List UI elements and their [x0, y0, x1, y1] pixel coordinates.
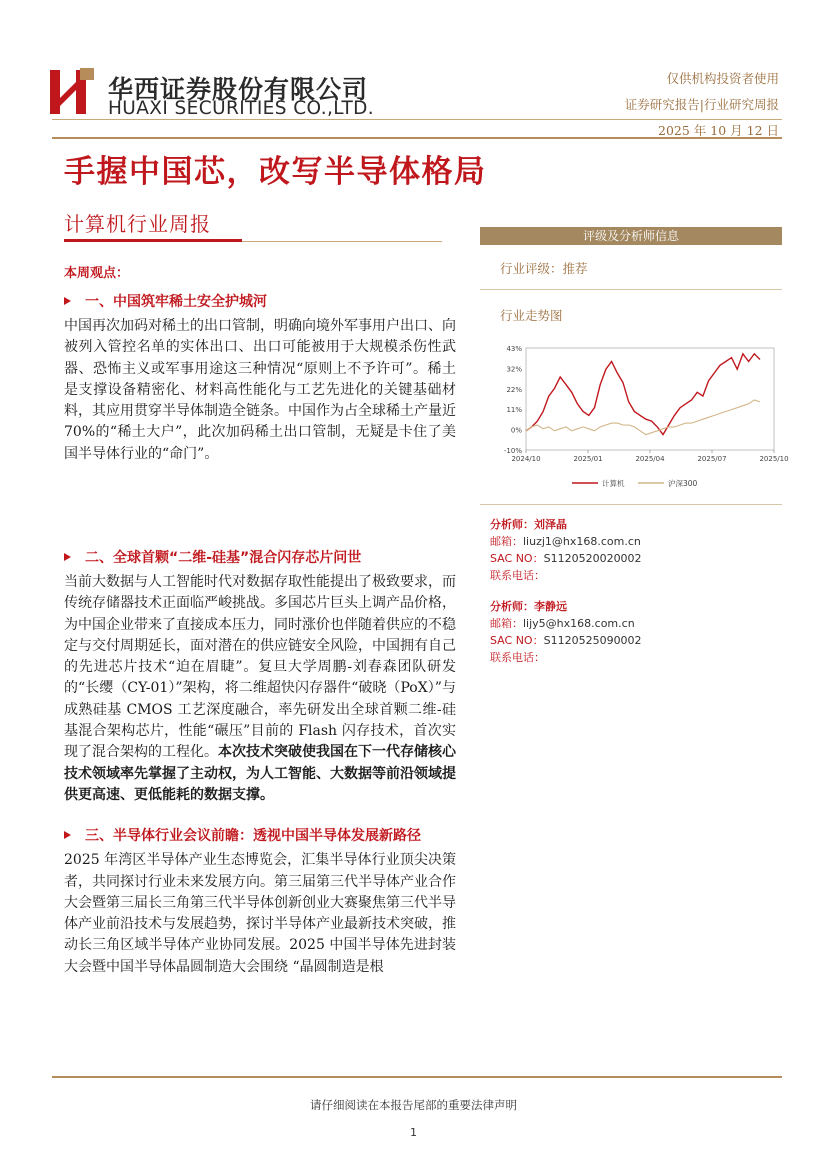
chart-plot-frame — [526, 348, 774, 450]
industry-rating: 行业评级：推荐 — [500, 261, 588, 276]
x-tick-label: 2025/10 — [759, 455, 789, 463]
analyst-email-row — [490, 533, 642, 550]
email-label: 邮箱： — [490, 535, 523, 548]
x-tick-label: 2025/07 — [697, 455, 727, 463]
analyst-email-row — [490, 615, 642, 632]
company-name-en: HUAXI SECURITIES CO.,LTD. — [108, 98, 375, 119]
y-tick-label: 43% — [506, 345, 522, 353]
sidebar-separator — [480, 504, 782, 505]
y-tick-label: 11% — [506, 406, 522, 415]
bullet-triangle-icon — [64, 553, 71, 561]
trend-chart-title: 行业走势图 — [500, 308, 563, 323]
x-tick-label: 2025/01 — [573, 455, 603, 463]
legal-disclaimer-note: 请仔细阅读在本报告尾部的重要法律声明 — [310, 1098, 517, 1112]
analyst-sac: S1120520020002 — [543, 552, 642, 565]
sac-label: SAC NO： — [490, 634, 544, 647]
section-body-text: 当前大数据与人工智能时代对数据存取性能提出了极致要求，而传统存储器技术正面临严峻挑战。多国芯片巨头上调产品价格，为中国企业带来了直接成本压力，同时涨价也伴随着供应的不稳定与交付周期延长，面对潜在的供应链安全风险，中国拥有自己的先进芯片技术“迫在眉睫”。复旦大学周鹏-刘春森团队研发的“长缨（CY-01）”架构，将二维超快闪存器件“破晓（PoX）”与成熟硅基 CMOS 工艺深度融合，率先研发出全球首颗二维-硅基混合架构芯片，性能“碾压”目前的 Flash 闪存技术，首次实现了混合架构的工程化。 — [64, 574, 456, 761]
y-tick-label: 0% — [510, 426, 522, 435]
section-body: 2025 年湾区半导体产业生态博览会，汇集半导体行业顶尖决策者，共同探讨行业未来发展方向。第三届第三代半导体产业合作大会暨第三届长三角第三代半导体创新创业大赛聚焦第三代半导体产业前沿技术与发展趋势，探讨半导体产业最新技术突破，推动长三角区域半导体产业协同发展。2025 中国半导体先进封装大会暨中国半导体晶圆制造大会围绕 “晶圆制造是根 — [64, 852, 456, 975]
company-name-cn: 华西证券股份有限公司 — [108, 75, 369, 104]
section-conferences — [64, 826, 456, 978]
header-rule-top — [52, 119, 782, 120]
section-body: 中国再次加码对稀土的出口管制，明确向境外军事用户出口、向被列入管控名单的实体出口、出口可能被用于大规模杀伤性武器、恐怖主义或军事用途这三种情况“原则上不予许可”。稀土是支撑设备精密化、材料高性能化与工艺先进化的关键基础材料，其应用贯穿半导体制造全链条。中国作为占全球稀土产量近 70%的“稀土大户”，此次加码稀土出口管制，无疑是卡住了美国半导体行业的“命门”。 — [64, 318, 456, 462]
email-label: 邮箱： — [490, 617, 523, 630]
y-tick-label: 22% — [506, 385, 522, 394]
analyst-card — [490, 598, 642, 666]
audience-note: 仅供机构投资者使用 — [666, 71, 779, 86]
report-subtitle: 计算机行业周报 — [64, 212, 211, 236]
header-rule-bottom — [52, 137, 782, 139]
legend-label: 计算机 — [602, 479, 625, 488]
report-type: 证券研究报告|行业研究周报 — [624, 97, 779, 112]
section-heading — [64, 548, 456, 568]
analyst-card — [490, 516, 642, 584]
analyst-sac: S1120525090002 — [543, 634, 642, 647]
key-points-title: 本周观点： — [64, 266, 130, 281]
analyst-name: 分析师：李静远 — [490, 600, 567, 613]
sidebar-band-title: 评级及分析师信息 — [480, 227, 782, 245]
sac-label: SAC NO： — [490, 552, 544, 565]
header-meta — [625, 66, 779, 144]
section-heading-text: 三、半导体行业会议前瞻：透视中国半导体发展新路径 — [85, 828, 421, 845]
section-heading — [64, 292, 456, 312]
analyst-email: lijy5@hx168.com.cn — [523, 617, 635, 630]
sidebar-separator — [480, 289, 782, 290]
series-line-computer — [526, 354, 760, 435]
analyst-email: liuzj1@hx168.com.cn — [523, 535, 641, 548]
legend-label: 沪深300 — [668, 479, 698, 488]
phone-label: 联系电话： — [490, 569, 545, 582]
analyst-name: 分析师：刘泽晶 — [490, 518, 567, 531]
section-heading-text: 一、中国筑牢稀土安全护城河 — [85, 294, 267, 310]
report-date: 2025 年 10 月 12 日 — [658, 123, 779, 138]
huaxi-logo-icon — [50, 68, 94, 116]
section-body — [64, 572, 456, 806]
phone-label: 联系电话： — [490, 651, 545, 664]
page-number: 1 — [410, 1126, 417, 1139]
y-tick-label: 32% — [506, 365, 522, 374]
x-tick-label: 2024/10 — [511, 455, 541, 463]
analyst-sac-row — [490, 550, 642, 567]
y-tick-label: -10% — [503, 447, 522, 455]
section-rare-earth — [64, 292, 456, 512]
section-body-bold: 本次技术突破使我国在下一代存储核心技术领域率先掌握了主动权，为人工智能、大数据等前沿领域提供更高速、更低能耗的数据支撑。 — [64, 744, 456, 803]
section-heading — [64, 826, 456, 846]
report-title: 手握中国芯，改写半导体格局 — [64, 154, 487, 190]
x-tick-label: 2025/04 — [635, 455, 665, 463]
bullet-triangle-icon — [64, 831, 71, 839]
subtitle-rule — [242, 241, 442, 242]
analyst-sac-row — [490, 632, 642, 649]
section-heading-text: 二、全球首颗“二维-硅基”混合闪存芯片问世 — [85, 550, 362, 566]
subtitle-underline — [64, 239, 242, 242]
industry-trend-chart — [494, 338, 789, 498]
section-flash-chip — [64, 548, 456, 806]
bullet-triangle-icon — [64, 297, 71, 305]
footer-rule — [52, 1076, 782, 1078]
key-points-column — [64, 262, 456, 978]
